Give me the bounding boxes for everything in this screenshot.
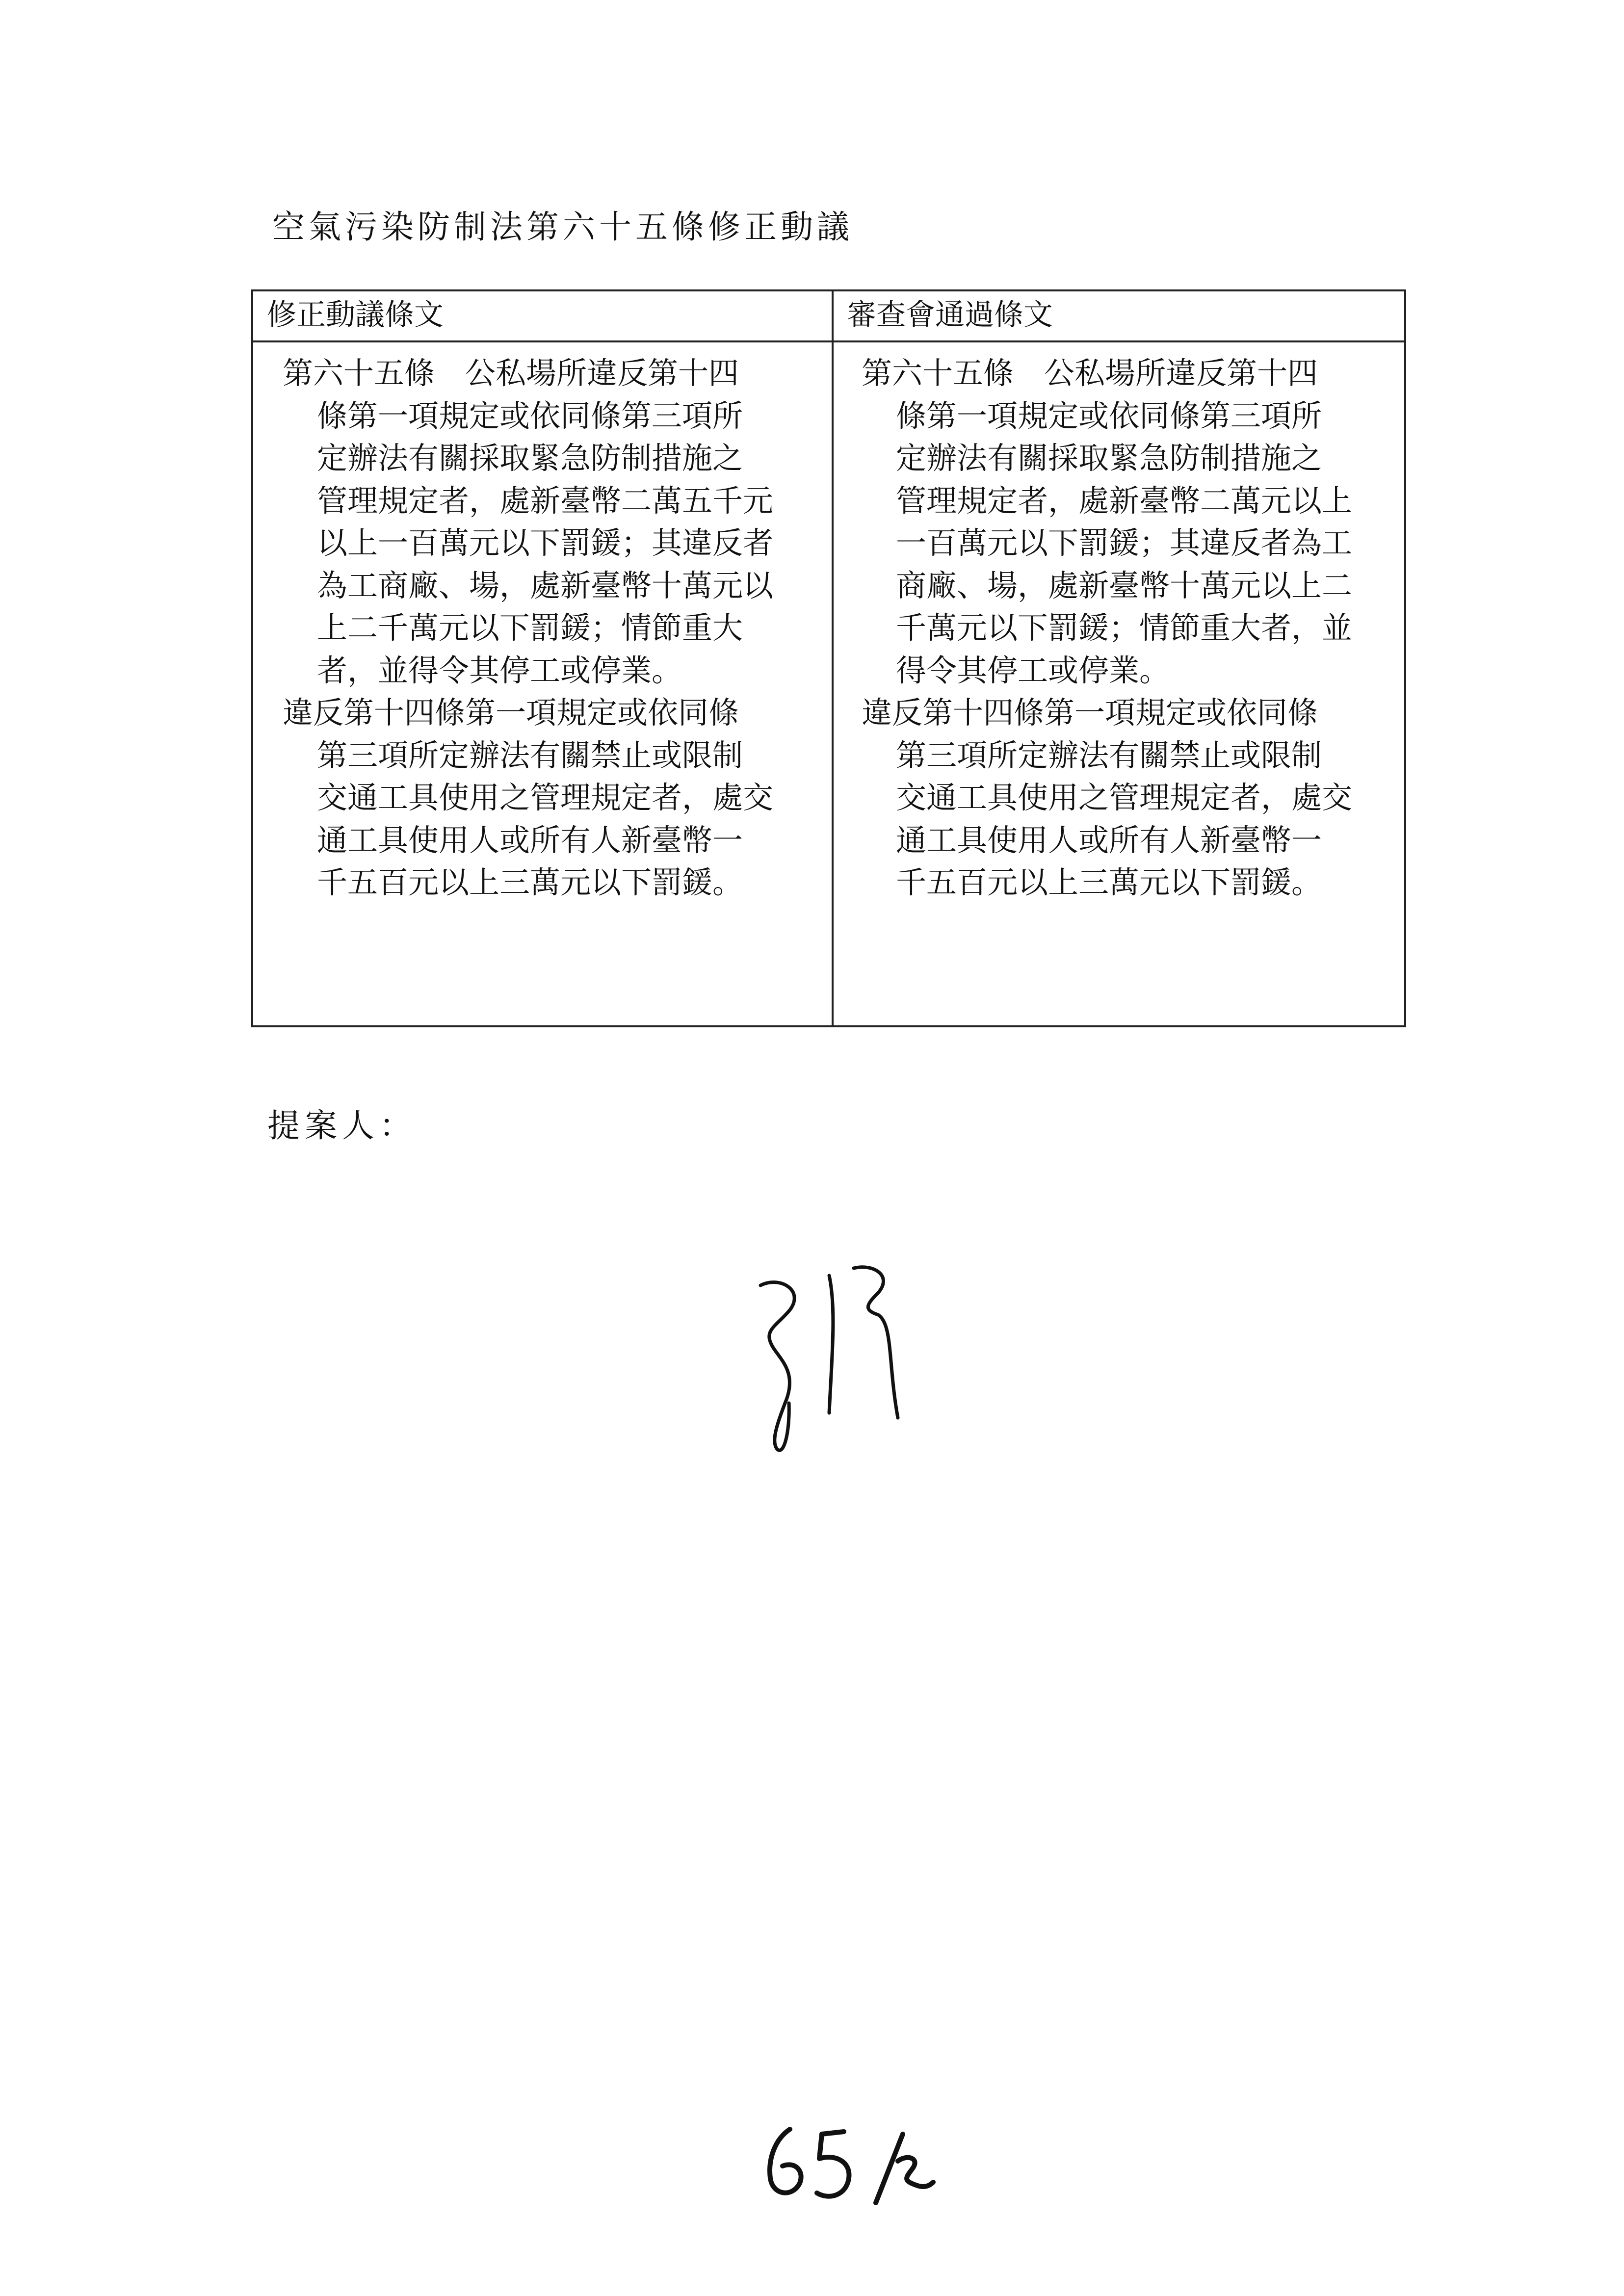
header-amendment-motion-text: 修正動議條文 (267, 298, 444, 332)
amendment-motion-column (283, 352, 822, 904)
committee-passed-column (862, 352, 1401, 904)
proposer-label: 提案人： (267, 1107, 417, 1145)
committee-article-paragraph-1: 第六十五條 公私場所違反第十四 條第一項規定或依同條第三項所 定辦法有關採取緊急防制措施之 管理規定者，處新臺幣二萬元以上 一百萬元以下罰鍰；其違反者為工 商廠、場，處新臺幣十萬元以上二 千萬元以下罰鍰；情節重大者，並 得令其停工或停業。 (862, 355, 1353, 688)
handwritten-page-mark (756, 2119, 962, 2218)
column-divider (832, 291, 834, 1025)
handwritten-signature (731, 1256, 947, 1472)
document-title: 空氣污染防制法第六十五條修正動議 (272, 208, 853, 246)
header-committee-passed-text: 審查會通過條文 (847, 298, 1053, 332)
header-divider (253, 340, 1404, 342)
amendment-article-paragraph-2: 違反第十四條第一項規定或依同條 第三項所定辦法有關禁止或限制 交通工具使用之管理規定者，處交 通工具使用人或所有人新臺幣一 千五百元以上三萬元以下罰鍰。 (283, 695, 774, 900)
amendment-article-paragraph-1: 第六十五條 公私場所違反第十四 條第一項規定或依同條第三項所 定辦法有關採取緊急防制措施之 管理規定者，處新臺幣二萬五千元 以上一百萬元以下罰鍰；其違反者 為工商廠、場，處新臺幣十萬元以 上二千萬元以下罰鍰；情節重大 者，並得令其停工或停業。 (283, 355, 774, 688)
committee-article-paragraph-2: 違反第十四條第一項規定或依同條 第三項所定辦法有關禁止或限制 交通工具使用之管理規定者，處交 通工具使用人或所有人新臺幣一 千五百元以上三萬元以下罰鍰。 (862, 695, 1353, 900)
amendment-comparison-table (251, 289, 1406, 1027)
